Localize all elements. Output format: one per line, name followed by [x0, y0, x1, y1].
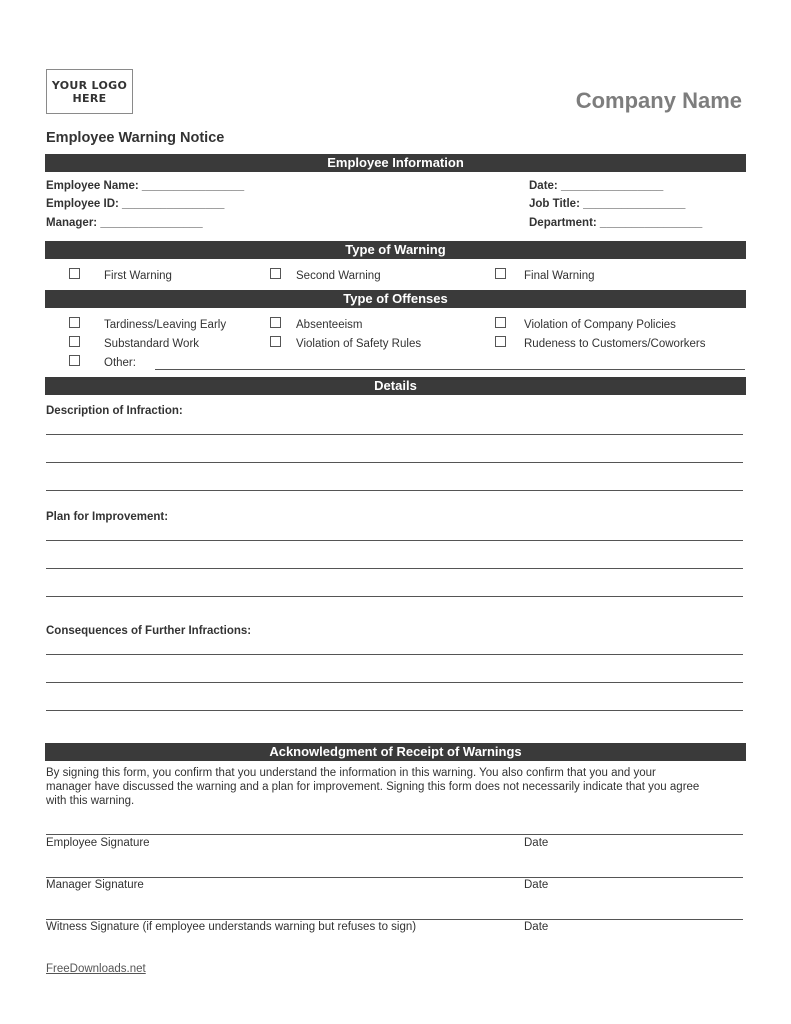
acknowledgment-heading: Acknowledgment of Receipt of Warnings: [45, 743, 746, 761]
first-warning-label: First Warning: [104, 270, 172, 282]
acknowledgment-text-line-1: By signing this form, you confirm that you understand the information in this warning. You also confirm that you and your: [46, 767, 656, 779]
date-field[interactable]: Date: ________________: [529, 180, 664, 192]
final-warning-checkbox[interactable]: [495, 268, 506, 279]
employee-name-field[interactable]: Employee Name: ________________: [46, 180, 245, 192]
tardiness-checkbox[interactable]: [69, 317, 80, 328]
description-line-1[interactable]: [46, 434, 743, 435]
witness-signature-label: Witness Signature (if employee understands warning but refuses to sign): [46, 921, 417, 933]
details-heading: Details: [45, 377, 746, 395]
other-offense-checkbox[interactable]: [69, 355, 80, 366]
tardiness-label: Tardiness/Leaving Early: [104, 319, 227, 331]
logo-placeholder: [46, 69, 133, 114]
manager-signature-date-label: Date: [524, 879, 549, 891]
rudeness-label: Rudeness to Customers/Coworkers: [524, 338, 706, 350]
employee-signature-line[interactable]: [46, 834, 743, 835]
plan-line-3[interactable]: [46, 596, 743, 597]
company-name: Company Name: [575, 88, 742, 113]
second-warning-label: Second Warning: [296, 270, 381, 282]
consequences-label: Consequences of Further Infractions:: [46, 625, 252, 637]
final-warning-label: Final Warning: [524, 270, 595, 282]
acknowledgment-text-line-3: with this warning.: [46, 795, 135, 807]
plan-line-1[interactable]: [46, 540, 743, 541]
company-policies-label: Violation of Company Policies: [524, 319, 676, 331]
other-offense-label: Other:: [104, 357, 136, 369]
consequences-line-3[interactable]: [46, 710, 743, 711]
description-line-3[interactable]: [46, 490, 743, 491]
description-line-2[interactable]: [46, 462, 743, 463]
employee-signature-date-label: Date: [524, 837, 549, 849]
job-title-field[interactable]: Job Title: ________________: [529, 198, 686, 210]
witness-signature-date-label: Date: [524, 921, 549, 933]
plan-line-2[interactable]: [46, 568, 743, 569]
rudeness-checkbox[interactable]: [495, 336, 506, 347]
absenteeism-checkbox[interactable]: [270, 317, 281, 328]
type-of-offenses-heading: Type of Offenses: [45, 290, 746, 308]
employee-id-field[interactable]: Employee ID: ________________: [46, 198, 225, 210]
first-warning-checkbox[interactable]: [69, 268, 80, 279]
other-offense-line[interactable]: [155, 369, 745, 370]
safety-rules-label: Violation of Safety Rules: [296, 338, 422, 350]
employee-information-heading: Employee Information: [45, 154, 746, 172]
plan-for-improvement-label: Plan for Improvement:: [46, 511, 169, 523]
safety-rules-checkbox[interactable]: [270, 336, 281, 347]
form-title: Employee Warning Notice: [46, 130, 225, 146]
department-field[interactable]: Department: ________________: [529, 217, 703, 229]
company-policies-checkbox[interactable]: [495, 317, 506, 328]
manager-signature-label: Manager Signature: [46, 879, 144, 891]
consequences-line-1[interactable]: [46, 654, 743, 655]
acknowledgment-text-line-2: manager have discussed the warning and a plan for improvement. Signing this form does not necessarily indicate that you agree: [46, 781, 700, 793]
freedownloads-link[interactable]: FreeDownloads.net: [46, 963, 146, 975]
manager-signature-line[interactable]: [46, 877, 743, 878]
description-of-infraction-label: Description of Infraction:: [46, 405, 183, 417]
substandard-work-checkbox[interactable]: [69, 336, 80, 347]
absenteeism-label: Absenteeism: [296, 319, 363, 331]
logo-line-2: HERE: [72, 91, 107, 105]
substandard-work-label: Substandard Work: [104, 338, 200, 350]
consequences-line-2[interactable]: [46, 682, 743, 683]
second-warning-checkbox[interactable]: [270, 268, 281, 279]
employee-signature-label: Employee Signature: [46, 837, 150, 849]
type-of-warning-heading: Type of Warning: [45, 241, 746, 259]
logo-line-1: YOUR LOGO: [51, 78, 128, 92]
manager-field[interactable]: Manager: ________________: [46, 217, 203, 229]
